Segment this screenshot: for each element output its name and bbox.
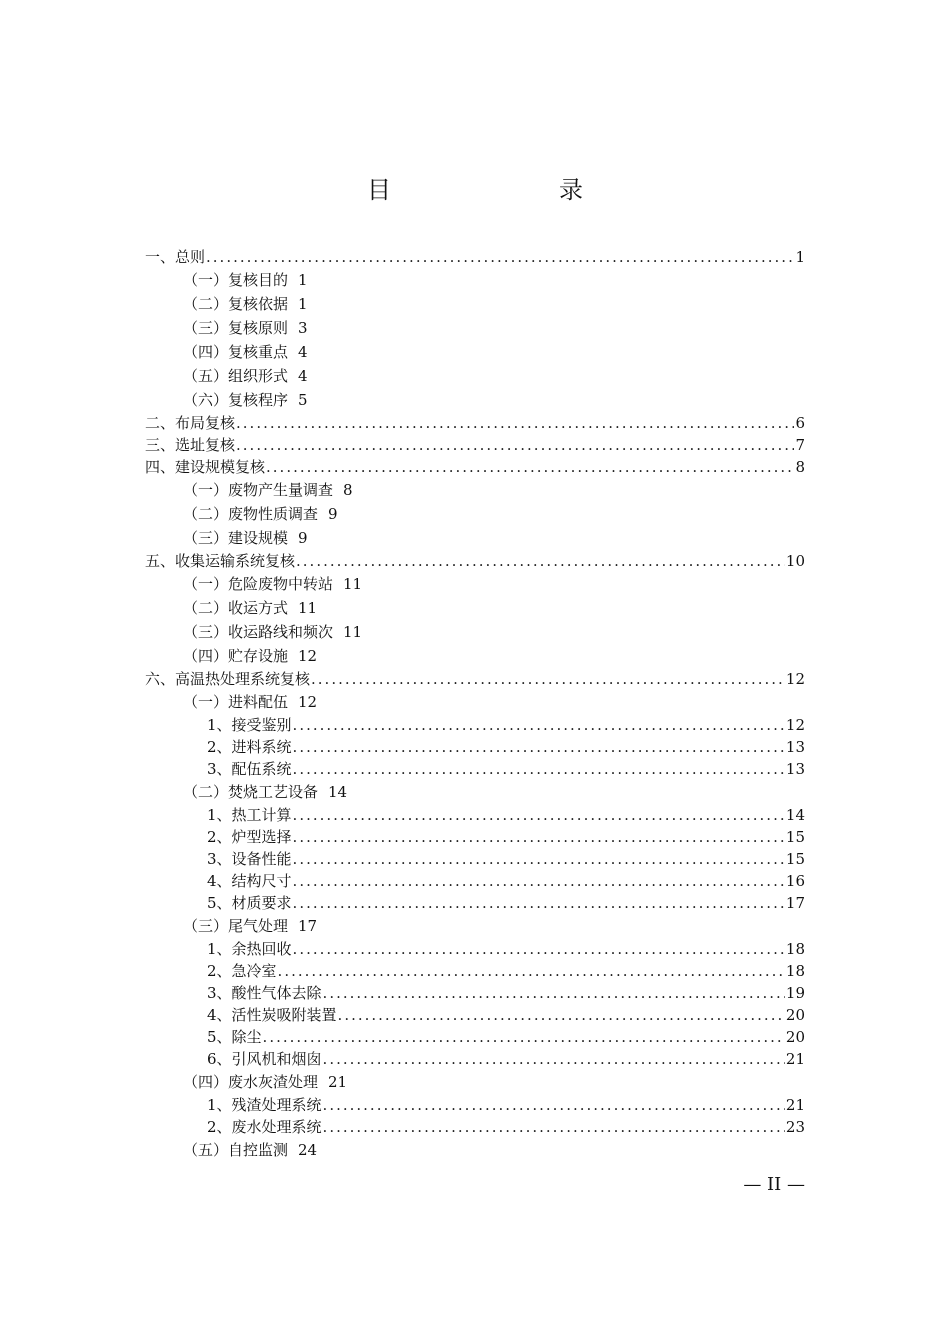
toc-entry-label: （三）复核原则 xyxy=(183,319,289,337)
dot-leader xyxy=(323,982,785,1004)
toc-entry-page: 12 xyxy=(298,693,318,711)
toc-entry-label: （三）建设规模 xyxy=(183,529,289,547)
toc-entry-label: （二）废物性质调查 xyxy=(183,505,319,523)
toc-entry-label: 3、设备性能 xyxy=(207,850,292,868)
toc-entry-page: 20 xyxy=(785,1028,805,1046)
toc-entry-label: 5、材质要求 xyxy=(207,894,292,912)
dot-leader xyxy=(293,714,785,736)
toc-entry[interactable] xyxy=(145,848,805,870)
toc-entry-page: 12 xyxy=(785,716,805,734)
toc-entry[interactable] xyxy=(145,1048,805,1070)
toc-entry-label: 2、废水处理系统 xyxy=(207,1118,322,1136)
dot-leader xyxy=(323,1116,785,1138)
toc-entry[interactable] xyxy=(145,388,805,412)
toc-entry-label: （四）复核重点 xyxy=(183,343,289,361)
toc-entry-label: 一、总则 xyxy=(145,248,206,266)
toc-entry-page: 24 xyxy=(298,1141,318,1159)
toc-entry-page: 1 xyxy=(795,248,805,266)
toc-entry-page: 21 xyxy=(785,1096,805,1114)
toc-entry-page: 21 xyxy=(328,1073,348,1091)
toc-entry-page: 15 xyxy=(785,850,805,868)
toc-entry-page: 11 xyxy=(343,575,363,593)
toc-entry[interactable] xyxy=(145,620,805,644)
toc-entry[interactable] xyxy=(145,714,805,736)
toc-entry[interactable] xyxy=(145,1094,805,1116)
toc-entry-label: 1、残渣处理系统 xyxy=(207,1096,322,1114)
toc-entry-label: 二、布局复核 xyxy=(145,414,236,432)
toc-entry[interactable] xyxy=(145,1070,805,1094)
dot-leader xyxy=(236,412,794,434)
toc-entry[interactable] xyxy=(145,340,805,364)
toc-entry[interactable] xyxy=(145,938,805,960)
toc-entry-label: （三）收运路线和频次 xyxy=(183,623,334,641)
toc-entry[interactable] xyxy=(145,870,805,892)
toc-entry[interactable] xyxy=(145,758,805,780)
dot-leader xyxy=(293,938,785,960)
toc-entry[interactable] xyxy=(145,502,805,526)
toc-entry-page: 18 xyxy=(785,940,805,958)
toc-entry[interactable] xyxy=(145,434,805,456)
toc-entry-page: 20 xyxy=(785,1006,805,1024)
toc-entry-page: 1 xyxy=(298,295,308,313)
toc-entry[interactable] xyxy=(145,456,805,478)
toc-entry[interactable] xyxy=(145,982,805,1004)
toc-entry-label: 1、余热回收 xyxy=(207,940,292,958)
toc-entry-label: （二）收运方式 xyxy=(183,599,289,617)
toc-entry-page: 13 xyxy=(785,738,805,756)
dot-leader xyxy=(293,870,785,892)
toc-entry[interactable] xyxy=(145,960,805,982)
toc-entry-label: 五、收集运输系统复核 xyxy=(145,552,296,570)
toc-entry-page: 21 xyxy=(785,1050,805,1068)
dot-leader xyxy=(206,246,794,268)
toc-entry[interactable] xyxy=(145,316,805,340)
toc-entry-label: （一）废物产生量调查 xyxy=(183,481,334,499)
toc-entry-label: 3、配伍系统 xyxy=(207,760,292,778)
toc-entry[interactable] xyxy=(145,1004,805,1026)
toc-entry-page: 16 xyxy=(785,872,805,890)
toc-entry-label: 2、急冷室 xyxy=(207,962,277,980)
table-of-contents xyxy=(145,246,805,1162)
toc-entry-page: 9 xyxy=(298,529,308,547)
toc-entry[interactable] xyxy=(145,668,805,690)
toc-entry-label: （四）废水灰渣处理 xyxy=(183,1073,319,1091)
dot-leader xyxy=(311,668,785,690)
toc-entry[interactable] xyxy=(145,364,805,388)
toc-entry-label: （六）复核程序 xyxy=(183,391,289,409)
dot-leader xyxy=(323,1094,785,1116)
toc-entry[interactable] xyxy=(145,1138,805,1162)
toc-entry-page: 10 xyxy=(785,552,805,570)
toc-entry-page: 14 xyxy=(785,806,805,824)
toc-entry-page: 4 xyxy=(298,367,308,385)
toc-entry-label: （五）自控监测 xyxy=(183,1141,289,1159)
toc-entry-label: （二）复核依据 xyxy=(183,295,289,313)
dot-leader xyxy=(293,758,785,780)
toc-entry-label: 三、选址复核 xyxy=(145,436,236,454)
toc-entry-label: 1、接受鉴别 xyxy=(207,716,292,734)
toc-entry[interactable] xyxy=(145,268,805,292)
toc-entry-page: 9 xyxy=(328,505,338,523)
dot-leader xyxy=(266,456,794,478)
toc-entry-label: 2、进料系统 xyxy=(207,738,292,756)
toc-entry-page: 8 xyxy=(343,481,353,499)
toc-entry-page: 1 xyxy=(298,271,308,289)
dot-leader xyxy=(293,804,785,826)
toc-entry[interactable] xyxy=(145,246,805,268)
toc-entry-page: 5 xyxy=(298,391,308,409)
toc-entry-label: （二）焚烧工艺设备 xyxy=(183,783,319,801)
toc-entry-page: 7 xyxy=(795,436,805,454)
toc-entry-label: 四、建设规模复核 xyxy=(145,458,266,476)
toc-entry-page: 17 xyxy=(785,894,805,912)
dot-leader xyxy=(278,960,785,982)
toc-entry-label: 六、高温热处理系统复核 xyxy=(145,670,311,688)
toc-entry[interactable] xyxy=(145,526,805,550)
dot-leader xyxy=(296,550,785,572)
dot-leader xyxy=(323,1048,785,1070)
toc-entry[interactable] xyxy=(145,572,805,596)
toc-entry-label: 5、除尘 xyxy=(207,1028,262,1046)
dot-leader xyxy=(263,1026,785,1048)
toc-entry[interactable] xyxy=(145,292,805,316)
toc-entry[interactable] xyxy=(145,914,805,938)
toc-entry-page: 11 xyxy=(343,623,363,641)
toc-entry[interactable] xyxy=(145,550,805,572)
toc-entry-page: 14 xyxy=(328,783,348,801)
dot-leader xyxy=(293,848,785,870)
toc-entry-label: （五）组织形式 xyxy=(183,367,289,385)
toc-entry-label: （四）贮存设施 xyxy=(183,647,289,665)
dot-leader xyxy=(293,892,785,914)
toc-entry[interactable] xyxy=(145,780,805,804)
dot-leader xyxy=(293,826,785,848)
toc-entry-page: 3 xyxy=(298,319,308,337)
dot-leader xyxy=(236,434,794,456)
toc-entry-page: 6 xyxy=(795,414,805,432)
toc-entry-page: 17 xyxy=(298,917,318,935)
toc-entry-label: 6、引风机和烟囱 xyxy=(207,1050,322,1068)
toc-entry[interactable] xyxy=(145,412,805,434)
toc-entry-page: 18 xyxy=(785,962,805,980)
toc-entry[interactable] xyxy=(145,690,805,714)
dot-leader xyxy=(338,1004,785,1026)
toc-entry-label: 4、结构尺寸 xyxy=(207,872,292,890)
toc-entry-label: 1、热工计算 xyxy=(207,806,292,824)
toc-entry-label: （一）复核目的 xyxy=(183,271,289,289)
page-number: — II — xyxy=(743,1174,805,1195)
toc-entry[interactable] xyxy=(145,826,805,848)
toc-entry-page: 15 xyxy=(785,828,805,846)
toc-entry-label: （一）进料配伍 xyxy=(183,693,289,711)
toc-entry-label: 4、活性炭吸附装置 xyxy=(207,1006,337,1024)
toc-entry-page: 13 xyxy=(785,760,805,778)
toc-entry-page: 12 xyxy=(785,670,805,688)
toc-entry[interactable] xyxy=(145,1026,805,1048)
dot-leader xyxy=(293,736,785,758)
toc-entry[interactable] xyxy=(145,736,805,758)
toc-entry-page: 23 xyxy=(785,1118,805,1136)
toc-entry-page: 8 xyxy=(795,458,805,476)
toc-entry-label: （一）危险废物中转站 xyxy=(183,575,334,593)
toc-entry[interactable] xyxy=(145,804,805,826)
toc-entry-label: 2、炉型选择 xyxy=(207,828,292,846)
toc-entry[interactable] xyxy=(145,1116,805,1138)
toc-entry-label: 3、酸性气体去除 xyxy=(207,984,322,1002)
page-title: 目 录 xyxy=(367,176,623,204)
toc-entry-page: 4 xyxy=(298,343,308,361)
toc-entry-page: 11 xyxy=(298,599,318,617)
toc-entry-label: （三）尾气处理 xyxy=(183,917,289,935)
toc-entry-page: 19 xyxy=(785,984,805,1002)
toc-entry[interactable] xyxy=(145,596,805,620)
toc-entry[interactable] xyxy=(145,892,805,914)
toc-entry[interactable] xyxy=(145,644,805,668)
toc-entry[interactable] xyxy=(145,478,805,502)
toc-entry-page: 12 xyxy=(298,647,318,665)
